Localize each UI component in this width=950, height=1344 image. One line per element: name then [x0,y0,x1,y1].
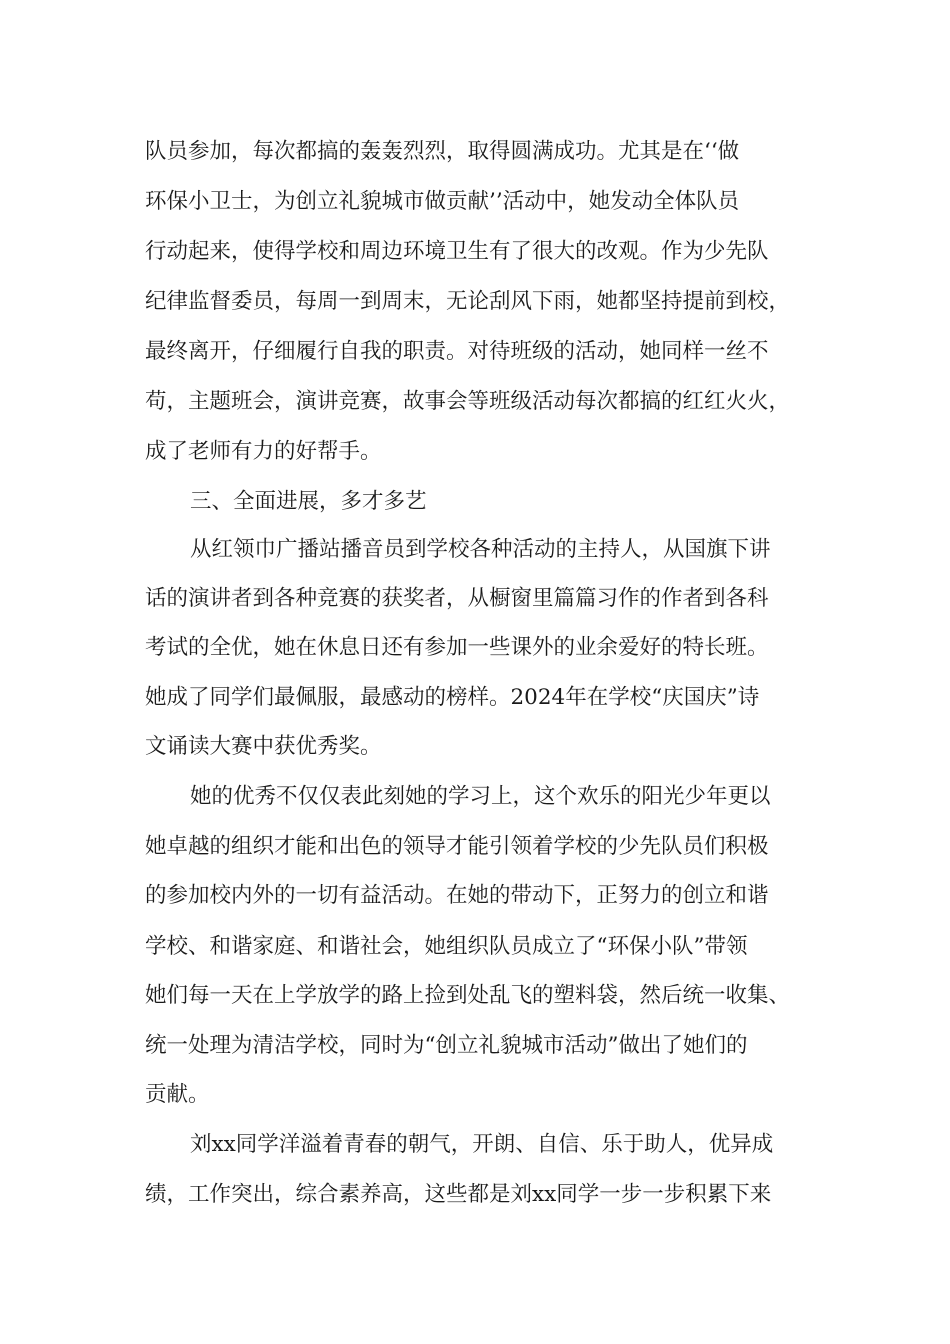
paragraph-line: 贡献。 [145,1082,210,1107]
paragraph-line: 绩，工作突出，综合素养高，这些都是刘xx同学一步一步积累下来 [145,1182,772,1207]
paragraph-line: 刘xx同学洋溢着青春的朝气，开朗、自信、乐于助人，优异成 [190,1132,774,1157]
paragraph-line: 从红领巾广播站播音员到学校各种活动的主持人，从国旗下讲 [190,537,771,562]
paragraph-line: 环保小卫士，为创立礼貌城市做贡献’’活动中，她发动全体队员 [145,189,740,214]
paragraph-line: 成了老师有力的好帮手。 [145,439,382,464]
paragraph-line: 苟，主题班会，演讲竞赛，故事会等班级活动每次都搞的红红火火， [145,389,791,414]
paragraph-line: 文诵读大赛中获优秀奖。 [145,734,382,759]
paragraph-line: 统一处理为清洁学校，同时为“创立礼貌城市活动”做出了她们的 [145,1033,748,1058]
paragraph-line: 考试的全优，她在休息日还有参加一些课外的业余爱好的特长班。 [145,635,769,660]
paragraph-line: 行动起来，使得学校和周边环境卫生有了很大的改观。作为少先队 [145,239,769,264]
paragraph-line: 她们每一天在上学放学的路上捡到处乱飞的塑料袋，然后统一收集、 [145,983,791,1008]
paragraph-line: 纪律监督委员，每周一到周末，无论刮风下雨，她都坚持提前到校， [145,289,791,314]
paragraph-line: 队员参加，每次都搞的轰轰烈烈，取得圆满成功。尤其是在‘‘做 [145,139,740,164]
paragraph-line: 她的优秀不仅仅表此刻她的学习上，这个欢乐的阳光少年更以 [190,784,771,809]
paragraph-line: 话的演讲者到各种竞赛的获奖者，从橱窗里篇篇习作的作者到各科 [145,586,769,611]
paragraph-line: 的参加校内外的一切有益活动。在她的带动下，正努力的创立和谐 [145,883,769,908]
paragraph-line: 她卓越的组织才能和出色的领导才能引领着学校的少先队员们积极 [145,834,769,859]
paragraph-line: 她成了同学们最佩服，最感动的榜样。2024年在学校“庆国庆”诗 [145,685,760,710]
paragraph-line: 最终离开，仔细履行自我的职责。对待班级的活动，她同样一丝不 [145,339,769,364]
section-heading: 三、全面进展，多才多艺 [190,489,427,514]
paragraph-line: 学校、和谐家庭、和谐社会，她组织队员成立了“环保小队”带领 [145,934,748,959]
